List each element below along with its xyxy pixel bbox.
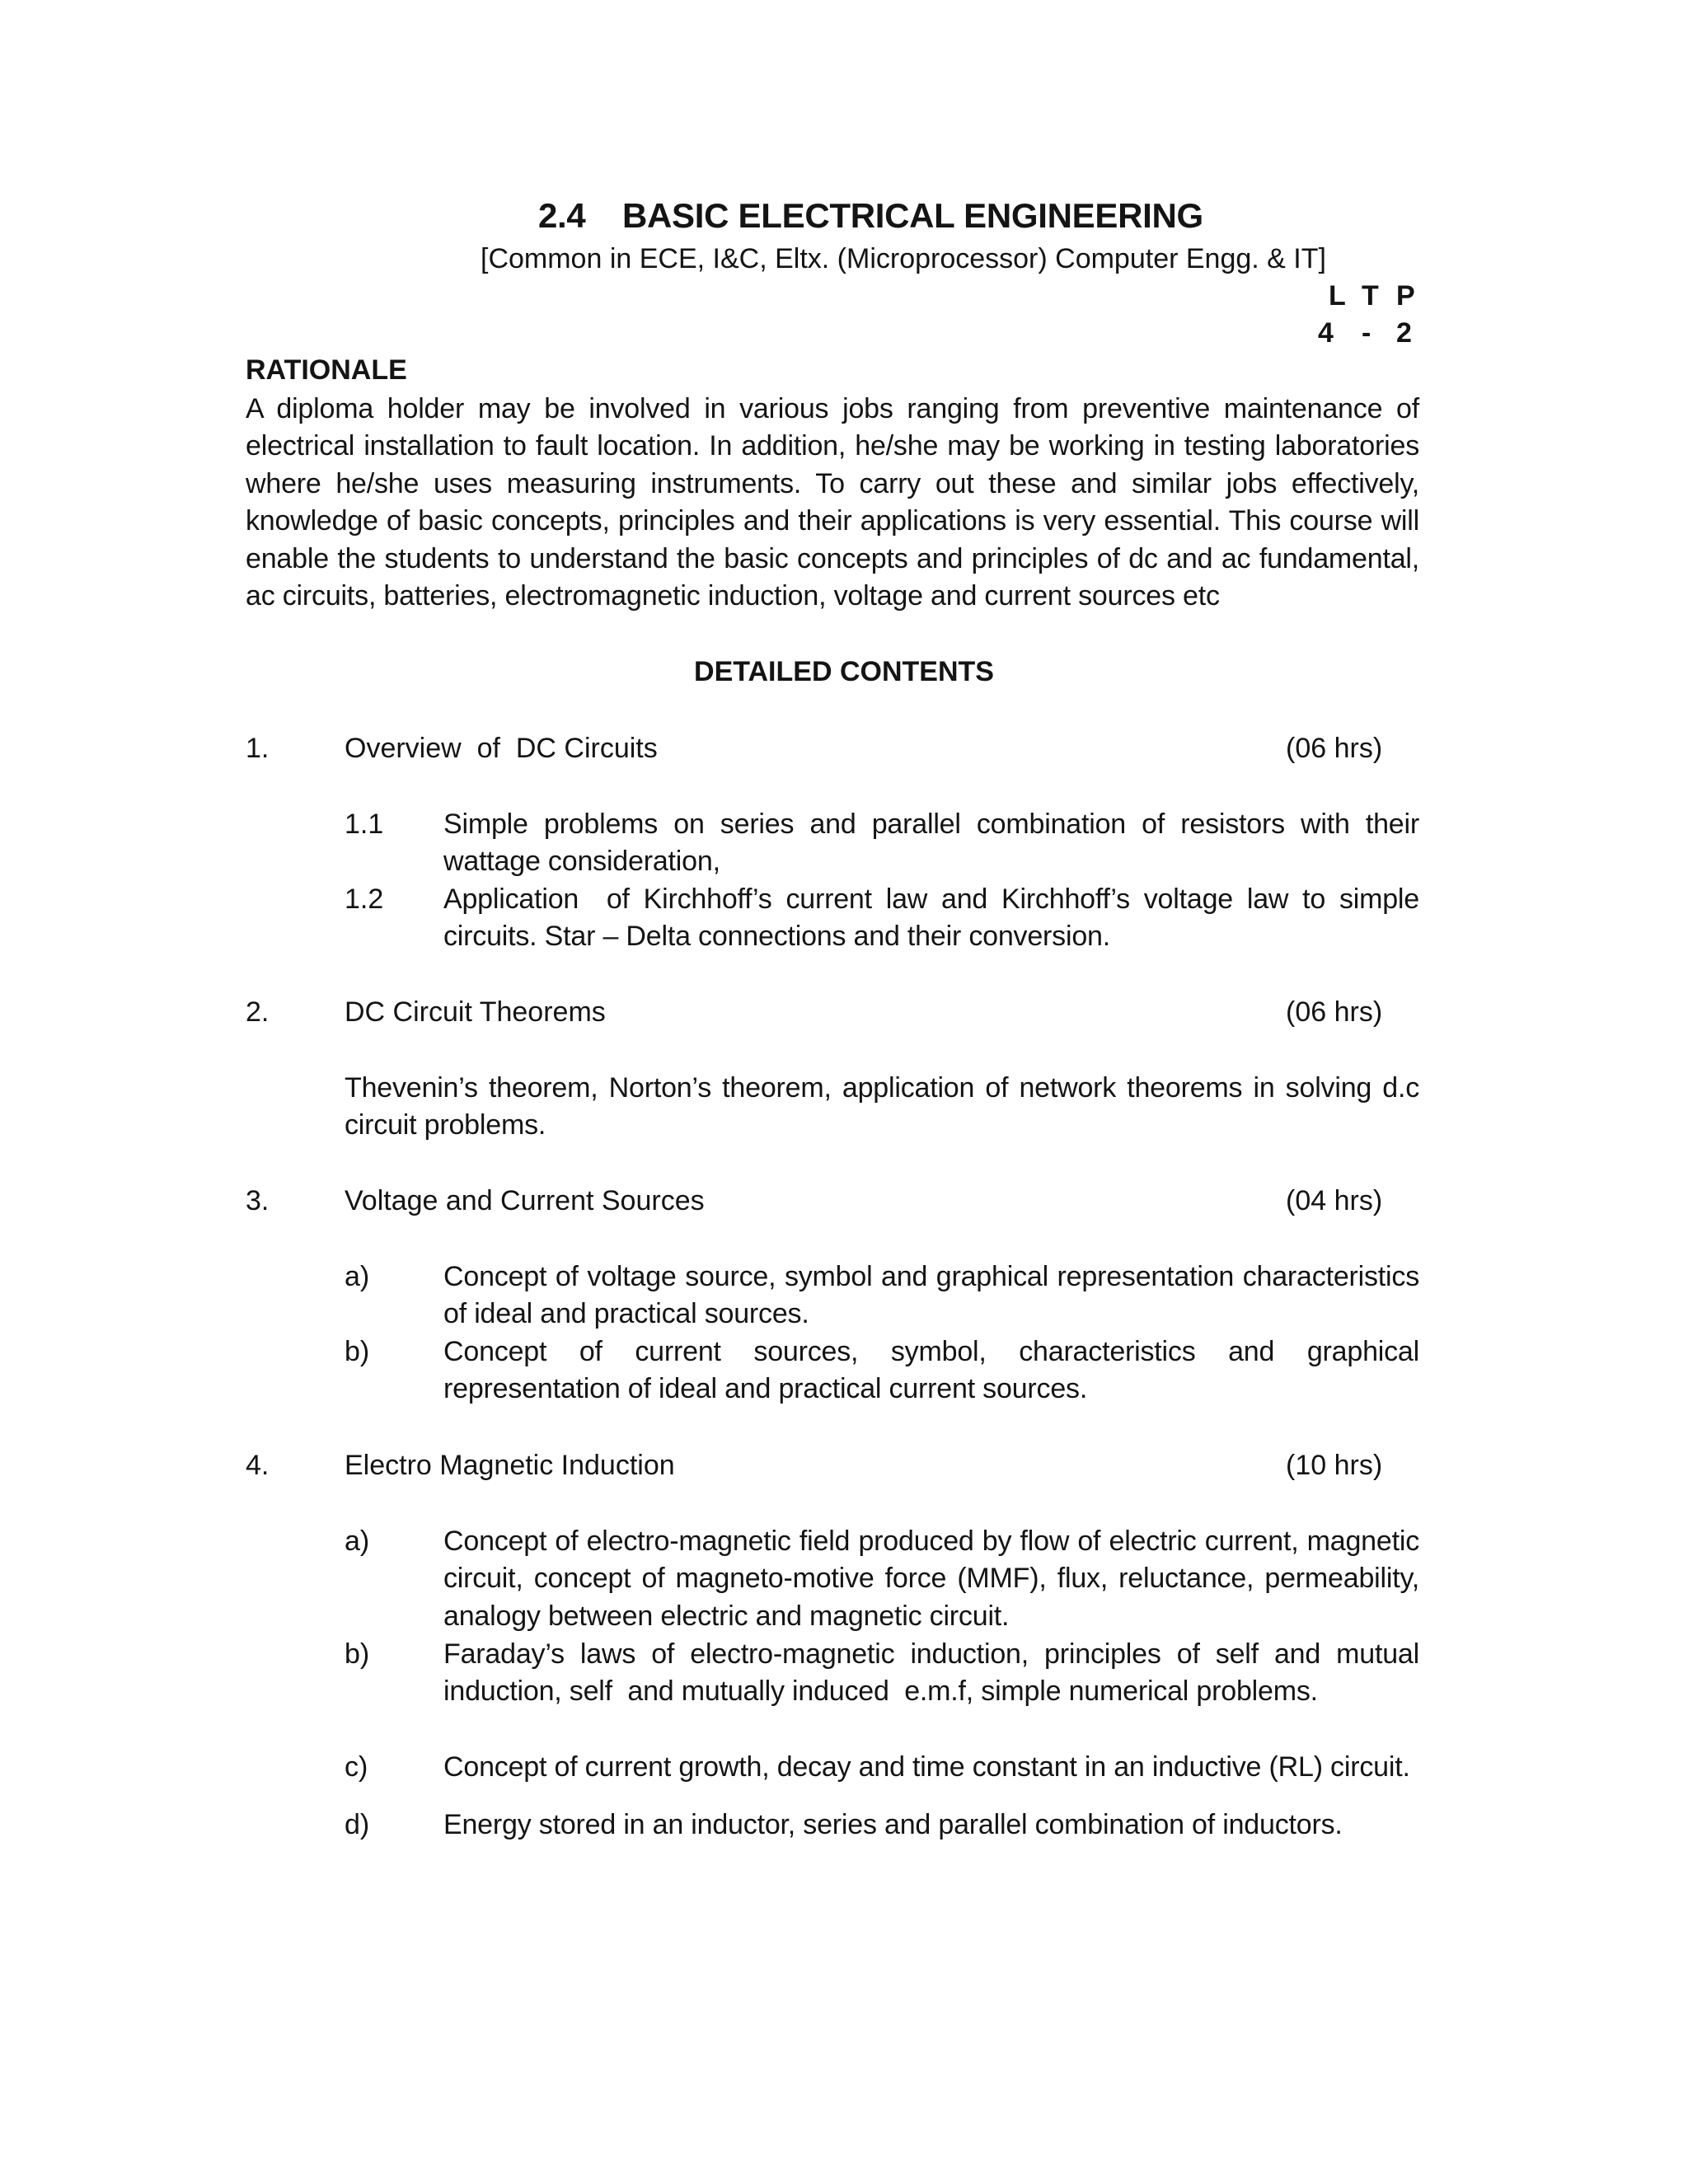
item-label: 1.1 <box>345 808 384 840</box>
course-number: 2.4 <box>538 196 586 235</box>
section-hours: (10 hrs) <box>1286 1450 1383 1481</box>
item-label: a) <box>345 1261 370 1292</box>
ltp-labels <box>0 280 1688 321</box>
course-subtitle: [Common in ECE, I&C, Eltx. (Microprocessor) Computer Engg. & IT] <box>481 243 1326 274</box>
section-number: 2. <box>246 996 270 1028</box>
ltp-value-t: - <box>1362 317 1372 349</box>
item-text: Application of Kirchhoff’s current law and Kirchhoff’s voltage law to simple circuits. Star – Delta connections and their conversion. <box>443 883 1428 953</box>
section-number: 4. <box>246 1450 270 1481</box>
ltp-value-p: 2 <box>1396 317 1412 349</box>
section-hours: (04 hrs) <box>1286 1185 1383 1216</box>
section-title: Overview of DC Circuits <box>345 733 658 764</box>
rationale-heading: RATIONALE <box>246 354 407 386</box>
ltp-label-t: T <box>1362 280 1379 312</box>
rationale-text: A diploma holder may be involved in various jobs ranging from preventive maintenance of electrical installation to fault location. In addition, he/she may be working in testing laboratories where he/she uses measuring instruments. To carry out these and similar jobs effectively, knowledge of basic concepts, principles and their applications is very essential. This course will enable the students to understand the basic concepts and principles of dc and ac fundamental, ac circuits, batteries, electromagnetic induction, voltage and current sources etc <box>246 393 1419 612</box>
item-text: Concept of current growth, decay and time constant in an inductive (RL) circuit. <box>443 1751 1410 1783</box>
section-number: 3. <box>246 1185 270 1216</box>
section-title: DC Circuit Theorems <box>345 996 606 1028</box>
item-label: 1.2 <box>345 883 384 915</box>
item-label: b) <box>345 1336 370 1367</box>
section-title: Voltage and Current Sources <box>345 1185 705 1216</box>
item-text: Concept of voltage source, symbol and graphical representation characteristics of ideal and practical sources. <box>443 1261 1419 1330</box>
ltp-label-l: L <box>1329 280 1346 312</box>
item-text: Simple problems on series and parallel combination of resistors with their wattage consideration, <box>443 808 1419 878</box>
course-name: BASIC ELECTRICAL ENGINEERING <box>622 196 1203 235</box>
course-title <box>538 196 1203 236</box>
item-text: Concept of electro-magnetic field produced by flow of electric current, magnetic circuit, concept of magneto-motive force (MMF), flux, reluctance, permeability, analogy between electric and magnetic circuit. <box>443 1526 1419 1632</box>
item-text: Faraday’s laws of electro-magnetic induction, principles of self and mutual induction, self and mutually induced e.m.f, simple numerical problems. <box>443 1638 1428 1708</box>
ltp-value-l: 4 <box>1318 317 1334 349</box>
item-text: Energy stored in an inductor, series and parallel combination of inductors. <box>443 1809 1343 1840</box>
section-title: Electro Magnetic Induction <box>345 1450 675 1481</box>
item-text: Concept of current sources, symbol, characteristics and graphical representation of ideal and practical current sources. <box>443 1336 1419 1405</box>
item-label: a) <box>345 1526 370 1557</box>
detailed-contents-heading: DETAILED CONTENTS <box>694 656 994 687</box>
section-hours: (06 hrs) <box>1286 733 1383 764</box>
section-2-body: Thevenin’s theorem, Norton’s theorem, application of network theorems in solving d.c circuit problems. <box>345 1072 1419 1141</box>
ltp-values <box>0 317 1688 359</box>
item-label: c) <box>345 1751 368 1783</box>
item-label: b) <box>345 1638 370 1670</box>
section-hours: (06 hrs) <box>1286 996 1383 1028</box>
ltp-label-p: P <box>1396 280 1415 312</box>
item-label: d) <box>345 1809 370 1840</box>
section-number: 1. <box>246 733 270 764</box>
